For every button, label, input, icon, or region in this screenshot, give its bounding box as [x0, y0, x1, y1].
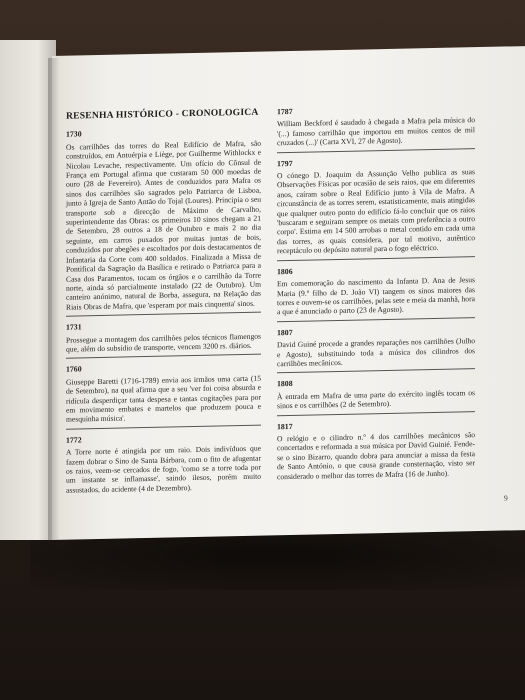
entry-text: David Guiné procede a grandes reparações nos carrilhões (Julho e Agosto), substituindo toda a música dos cilindros dos carrilhões mecânicos. — [277, 336, 475, 369]
page-number: 9 — [504, 493, 508, 503]
entry-year: 1797 — [277, 158, 293, 168]
entry-text: William Beckford é saudado à chegada a Mafra pela música do '(...) famoso carrilhão que importou em muitos centos de mil cruzados (...)' (Carta XVI, 27 de Agosto). — [277, 115, 475, 148]
entry-divider — [66, 424, 261, 429]
entry-divider — [277, 411, 475, 416]
entry-text: Giuseppe Baretti (1716-1789) envia aos irmãos uma carta (15 de Setembro), na qual afirma que a seu 'ver foi coisa absurda e ridícula desperdiçar tanta despesa e tantas cogitações para por em movimento embates e martelos que produzem pouca e mesquinha música'. — [66, 373, 261, 425]
entry — [277, 103, 475, 148]
book-page — [52, 46, 525, 540]
entry-text: Prossegue a montagem dos carrilhões pelos técnicos flamengos que, além do subsídio de transporte, vencem 3200 rs. diários. — [66, 331, 261, 354]
entry — [277, 263, 475, 317]
entry — [277, 375, 475, 410]
left-column — [66, 108, 261, 497]
entry-text: O cónego D. Joaquim da Assunção Velho publica as suas Observações Físicas por ocasião de seis raios, que em diferentes anos, caíram sobre o Real Edifício junto à Vila de Mafra. A circunstância de as torres serem, estatisticamente, mais atingidas que qualquer outro ponto do edifício fá-lo concluir que os raios 'buscaram e seguiram sempre os metais com preferência a outro corpo'. Estima em 14 500 arrobas o metal contido em cada uma das torres, as quais considera, por tal motivo, autêntico receptáculo ou depósito natural para o fogo eléctrico. — [277, 167, 475, 256]
entry-divider — [277, 317, 475, 322]
entry-divider — [277, 148, 475, 153]
entry-divider — [66, 312, 261, 317]
entry — [66, 319, 261, 354]
entry — [66, 361, 261, 425]
section-title: RESENHA HISTÓRICO - CRONOLOGICA — [66, 106, 259, 122]
entry-text: Os carrilhões das torres do Real Edifício de Mafra, são construídos, em Antuérpia e Liège, por Guilherme Withlockx e Nicolau Levache, respectivamente. Um ofício do Cônsul de França em Portugal afirma que custaram 50 000 moedas de ouro (28 de Fevereiro). Antes de conduzidos para Mafra os sinos dos carrilhões são sagrados pelo Patriarca de Lisboa, junto à Igreja de Santo Antão do Tojal (Loures). Principia o seu transporte sob a direcção de Máximo de Carvalho, superintendente das Obras: os primeiros 10 sinos chegam a 21 de Setembro, 28 outros a 18 de Outubro e mais 2 no dia seguinte, em carros puxados por muitas juntas de bois, conduzidos por abegões e escoltados por dois destacamentos de Infantaria da Corte com 400 soldados. Finalizada a Missa de Pontifical da Sagração da Basílica e retirado o Patriarca para a Casa dos Paramentos, tocam os órgãos e o carrilhão da Torre norte, ainda só parcialmente instalado (22 de Outubro). Um canteiro anónimo, natural de Borba, assegura, na Relação das Riais Obras de Mafra, que 'esperam por mais cinquenta' sinos. — [66, 138, 261, 312]
entry-text: O relógio e o cilindro n.º 4 dos carrilhões mecânicos são concertados e reformada a sua música por David Guinié. Fende-se o sino Bizarro, quando dobra para anunciar a missa da festa de Santo António, o que causa grande consternação, visto ser considerado o melhor das torres de Mafra (16 de Junho). — [277, 430, 475, 481]
entry-divider — [277, 368, 475, 373]
entry-year: 1760 — [66, 364, 82, 375]
entry-year: 1807 — [277, 327, 293, 338]
entry — [66, 431, 261, 495]
right-column — [277, 97, 475, 483]
entry — [66, 126, 261, 312]
entry-year: 1730 — [66, 129, 82, 140]
entry-divider — [277, 256, 475, 261]
book-gutter-shadow — [48, 58, 60, 540]
entry — [277, 418, 475, 482]
entry-year: 1808 — [277, 379, 293, 389]
entry-text: A Torre norte é atingida por um raio. Dois indivíduos que fazem dobrar o Sino de Santa Bárbara, com o fito de afugentar os raios, veem-se cercados de fogo, 'como se a torre toda por um instante se inflamasse', saindo ilesos, porém muito assustados, do acidente (4 de Dezembro). — [66, 443, 261, 495]
entry-year: 1731 — [66, 322, 82, 332]
entry-year: 1806 — [277, 266, 293, 276]
entry-year: 1817 — [277, 421, 293, 431]
entry — [277, 155, 475, 256]
entry — [277, 324, 475, 369]
entry-year: 1787 — [277, 106, 293, 117]
entry-year: 1772 — [66, 435, 82, 445]
entry-text: Em comemoração do nascimento da Infanta D. Ana de Jesus Maria (9.º filho de D. João VI) tangem os sinos maiores das torres e ouvem-se os carrilhões, pelas sete e meia da manhã, hora a que é anunciado o parto (23 de Agosto). — [277, 275, 475, 317]
entry-divider — [66, 354, 261, 359]
entry-text: À entrada em Mafra de uma parte do exército inglês tocam os sinos e os carrilhões (2 de Setembro). — [277, 387, 475, 411]
